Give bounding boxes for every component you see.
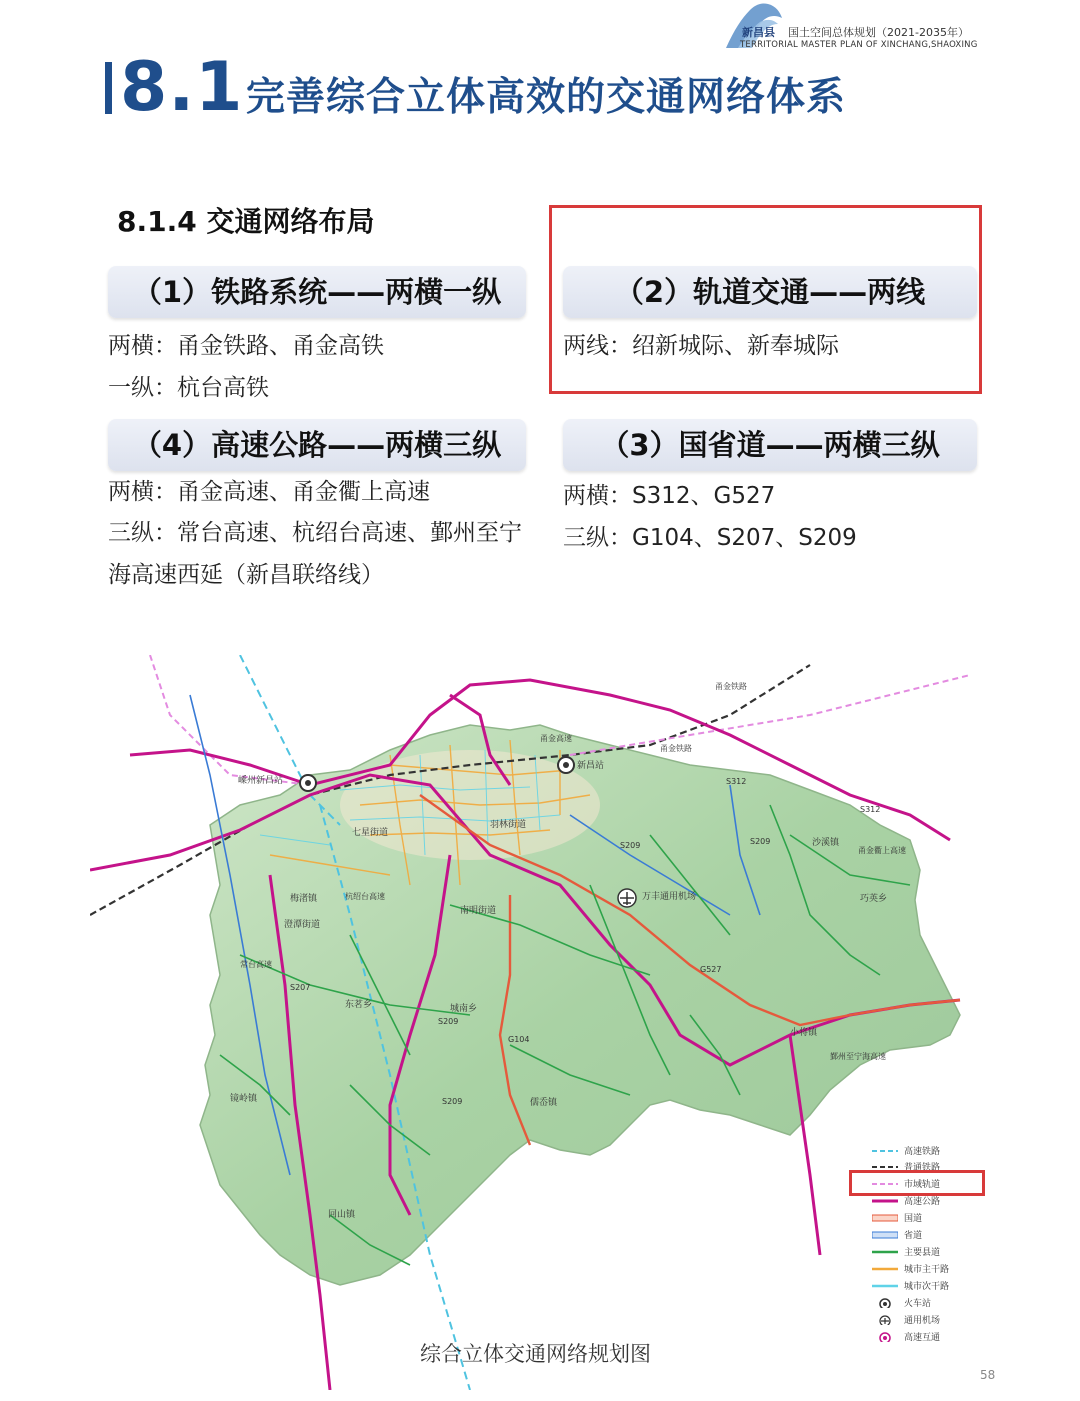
place-label: 嵊州新昌站 [238, 776, 284, 786]
road-label: S209 [438, 1017, 459, 1026]
rail-transit-heading: （2）轨道交通——两线 [563, 266, 977, 318]
legend-item: 普通铁路 [850, 1159, 990, 1175]
railway-heading: （1）铁路系统——两横一纵 [108, 266, 526, 318]
airport-icon [618, 889, 636, 907]
road-label: 甬金衢上高速 [858, 846, 906, 855]
legend-item: 市域轨道 [850, 1176, 990, 1192]
road-label: G527 [700, 965, 722, 974]
place-label: 南明街道 [460, 906, 497, 916]
county-name: 新昌县 [742, 26, 775, 39]
train-station-icon [872, 1298, 898, 1308]
legend-item: 高速互通 [850, 1329, 990, 1345]
place-label: 镜岭镇 [230, 1094, 258, 1104]
road-label: 常台高速 [240, 960, 272, 969]
place-label: 新昌站 [577, 761, 605, 771]
road-label: 鄞州至宁海高速 [830, 1052, 886, 1061]
header-logo [724, 0, 984, 55]
train-station-icon [300, 775, 316, 791]
section-accent-bar [105, 62, 112, 114]
expressway-line-3: 海高速西延（新昌联络线） [108, 562, 384, 588]
place-label: 巧英乡 [860, 894, 888, 904]
legend-item: 城市主干路 [850, 1261, 990, 1277]
legend-item: 通用机场 [850, 1312, 990, 1328]
interchange-icon [872, 1332, 898, 1342]
plan-title-en: TERRITORIAL MASTER PLAN OF XINCHANG,SHAOXING [740, 40, 978, 50]
section-title: 完善综合立体高效的交通网络体系 [246, 75, 847, 120]
legend-item: 高速铁路 [850, 1143, 990, 1159]
road-label: S209 [750, 837, 771, 846]
map-caption: 综合立体交通网络规划图 [420, 1342, 651, 1366]
place-label: 梅渚镇 [290, 894, 318, 904]
subsection-title: 8.1.4 交通网络布局 [117, 205, 375, 238]
urban-main-road-icon [872, 1264, 898, 1274]
railway-line-2: 一纵：杭台高铁 [108, 375, 269, 401]
place-label: 七星街道 [352, 828, 389, 838]
legend-item: 城市次干路 [850, 1278, 990, 1294]
page-number: 58 [980, 1368, 996, 1382]
national-road-icon [872, 1213, 898, 1223]
road-label: S207 [290, 983, 311, 992]
urban-secondary-road-icon [872, 1281, 898, 1291]
expressway-heading: （4）高速公路——两横三纵 [108, 419, 526, 471]
national-road-line-1: 两横：S312、G527 [563, 483, 776, 509]
legend-highlight-box [849, 1170, 985, 1196]
place-label: 城南乡 [450, 1004, 478, 1014]
legend-item: 高速公路 [850, 1193, 990, 1209]
airport-icon [872, 1315, 898, 1325]
road-label: 甬金高速 [540, 734, 572, 743]
road-label: S312 [726, 777, 747, 786]
train-station-icon [558, 757, 574, 773]
national-road-heading: （3）国省道——两横三纵 [563, 419, 977, 471]
county-road-icon [872, 1247, 898, 1257]
road-label: S209 [442, 1097, 463, 1106]
rail-transit-line-1: 两线：绍新城际、新奉城际 [563, 333, 839, 359]
plan-title: 国土空间总体规划（2021-2035年） [788, 26, 969, 39]
road-label: G104 [508, 1035, 530, 1044]
road-label: S312 [860, 805, 881, 814]
legend-item: 省道 [850, 1227, 990, 1243]
place-label: 羽林街道 [490, 820, 527, 830]
place-label: 小将镇 [790, 1028, 818, 1038]
place-label: 儒岙镇 [530, 1098, 558, 1108]
place-label: 沙溪镇 [812, 838, 840, 848]
legend-item: 火车站 [850, 1295, 990, 1311]
legend-item: 主要县道 [850, 1244, 990, 1260]
place-label: 澄潭街道 [284, 920, 321, 930]
section-number: 8.1 [120, 48, 244, 127]
high-speed-rail-icon [872, 1146, 898, 1156]
national-road-line-2: 三纵：G104、S207、S209 [563, 525, 857, 551]
expressway-line-2: 三纵：常台高速、杭绍台高速、鄞州至宁 [108, 520, 522, 546]
road-label: S209 [620, 841, 641, 850]
road-label: 甬金铁路 [660, 744, 692, 753]
place-label: 东茗乡 [345, 1000, 373, 1010]
road-label: 甬金铁路 [715, 682, 747, 691]
place-label: 回山镇 [328, 1210, 356, 1220]
expressway-line-1: 两横：甬金高速、甬金衢上高速 [108, 479, 430, 505]
place-label: 万丰通用机场 [642, 892, 697, 902]
railway-line-1: 两横：甬金铁路、甬金高铁 [108, 333, 384, 359]
expressway-icon [872, 1196, 898, 1206]
legend-item: 国道 [850, 1210, 990, 1226]
road-label: 杭绍台高速 [345, 892, 385, 901]
provincial-road-icon [872, 1230, 898, 1240]
